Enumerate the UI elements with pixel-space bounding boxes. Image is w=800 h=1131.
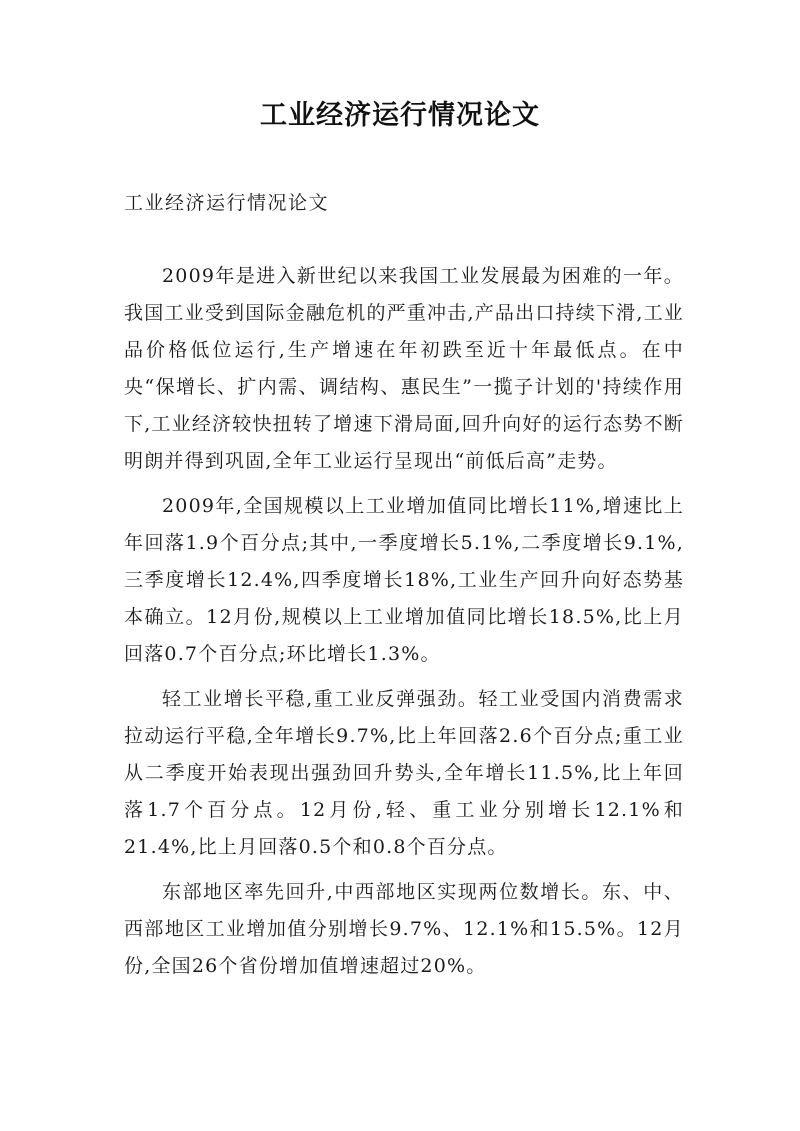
paragraph-1: 2009年是进入新世纪以来我国工业发展最为困难的一年。我国工业受到国际金融危机的严重冲击,产品出口持续下滑,工业品价格低位运行,生产增速在年初跌至近十年最低点。在中央“保增长、扩内需、调结构、惠民生”一揽子计划的'持续作用下,工业经济较快扭转了增速下滑局面,回升向好的运行态势不断明朗并得到巩固,全年工业运行呈现出“前低后高”走势。 bbox=[124, 265, 684, 472]
paragraph-4: 东部地区率先回升,中西部地区实现两位数增长。东、中、西部地区工业增加值分别增长9.7%、12.1%和15.5%。12月份,全国26个省份增加值增速超过20%。 bbox=[124, 881, 684, 977]
document-body bbox=[124, 258, 684, 993]
paragraph-3: 轻工业增长平稳,重工业反弹强劲。轻工业受国内消费需求拉动运行平稳,全年增长9.7%,比上年回落2.6个百分点;重工业从二季度开始表现出强劲回升势头,全年增长11.5%,比上年回落1.7个百分点。12月份,轻、重工业分别增长12.1%和21.4%,比上月回落0.5个和0.8个百分点。 bbox=[124, 688, 684, 858]
paragraph-2: 2009年,全国规模以上工业增加值同比增长11%,增速比上年回落1.9个百分点;其中,一季度增长5.1%,二季度增长9.1%,三季度增长12.4%,四季度增长18%,工业生产回升向好态势基本确立。12月份,规模以上工业增加值同比增长18.5%,比上月回落0.7个百分点;环比增长1.3%。 bbox=[124, 495, 684, 665]
document-title: 工业经济运行情况论文 bbox=[260, 100, 540, 131]
document-subtitle: 工业经济运行情况论文 bbox=[124, 192, 330, 214]
